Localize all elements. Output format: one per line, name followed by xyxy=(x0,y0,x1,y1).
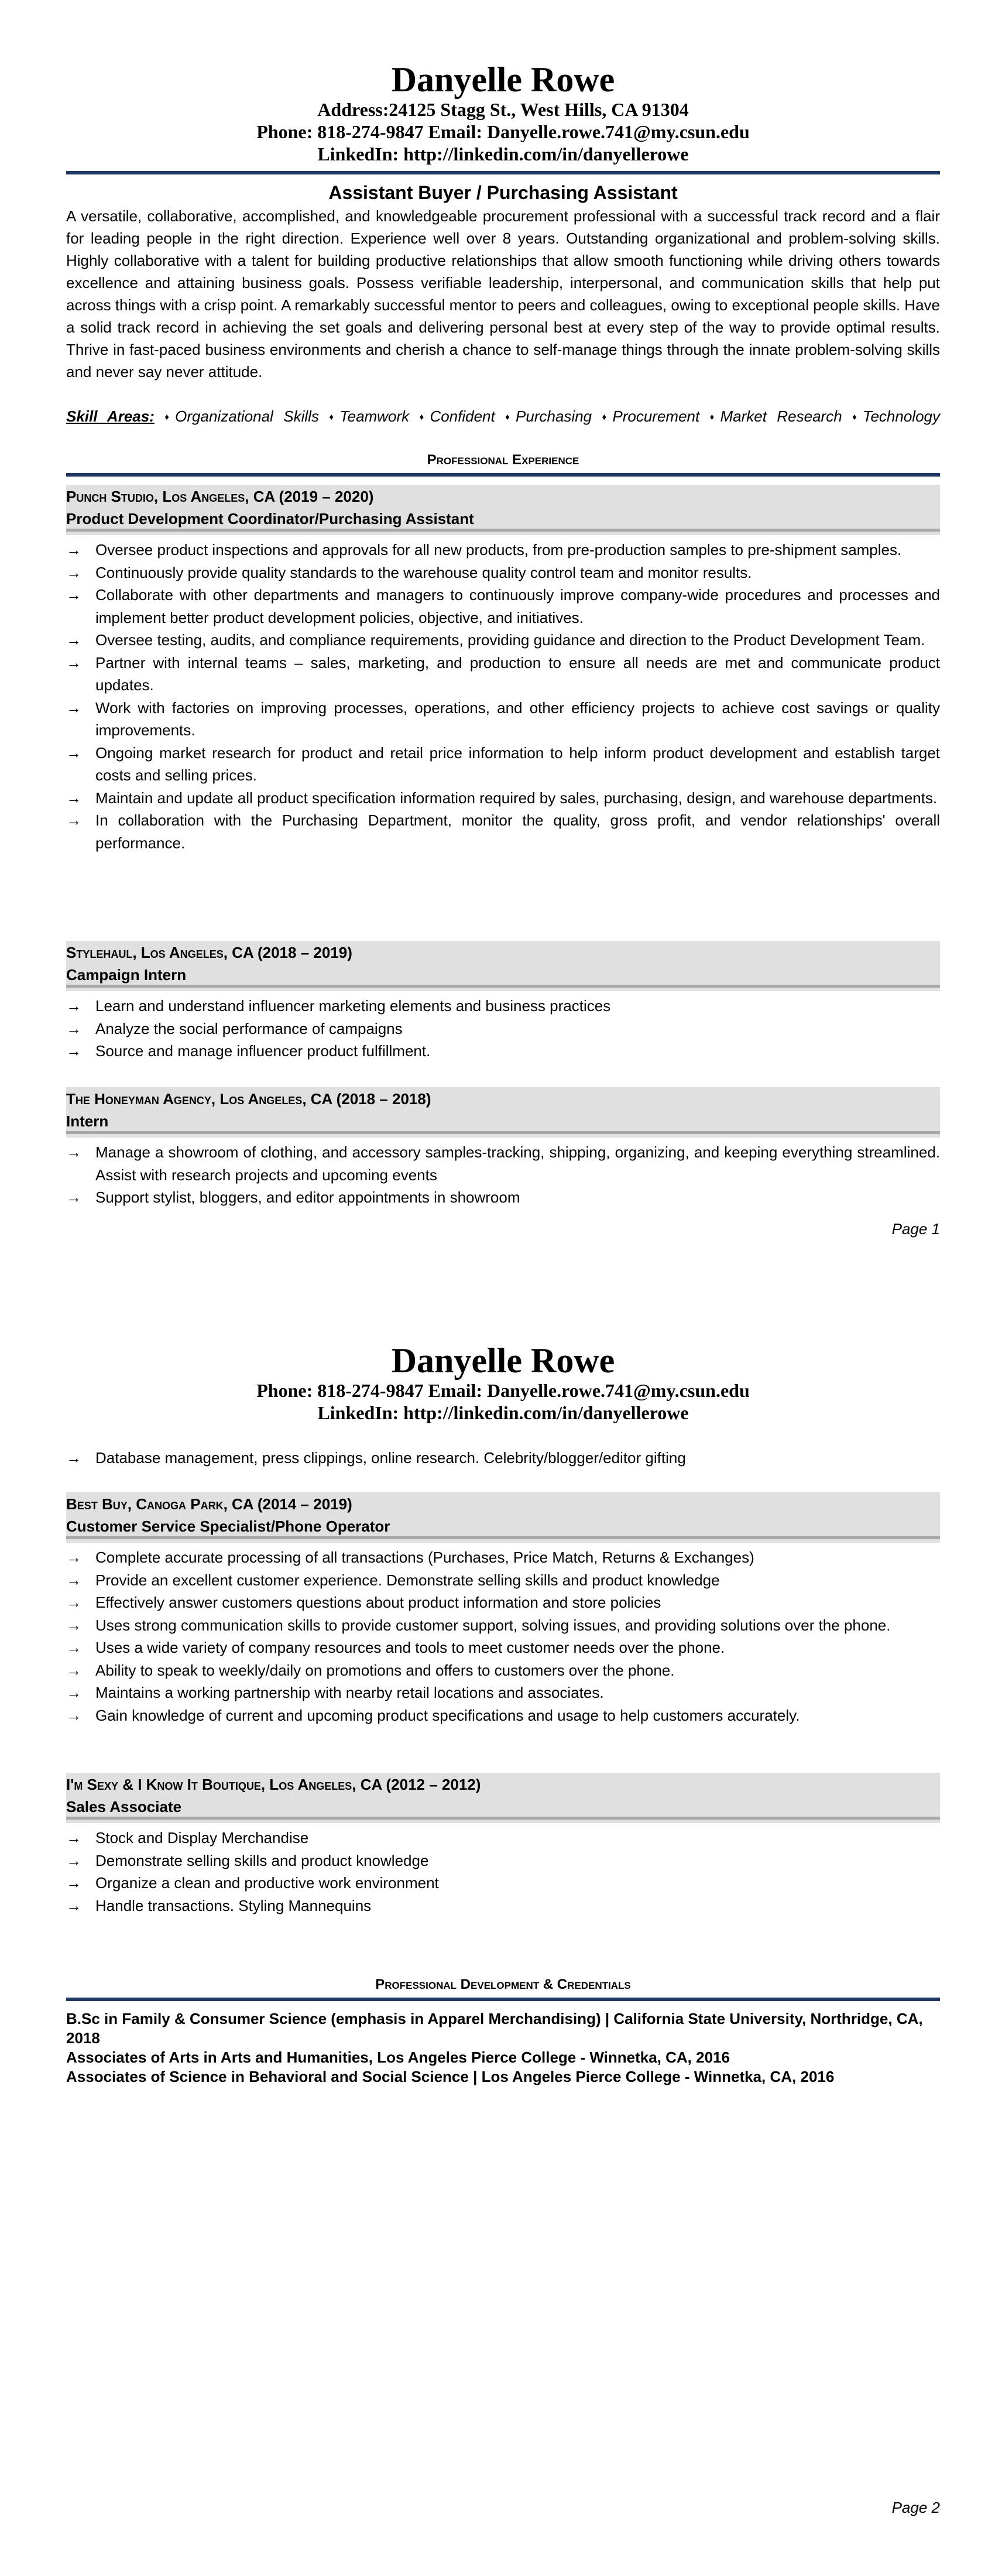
job-header xyxy=(66,1492,940,1543)
bullet-item: → Gain knowledge of current and upcoming product specifications and usage to help customers accurately. xyxy=(66,1704,940,1727)
bullet-item: → Oversee testing, audits, and compliance requirements, providing guidance and direction to the Product Development Team. xyxy=(66,629,940,652)
bullet-item: → Maintain and update all product specification information required by sales, purchasing, design, and warehouse departments. xyxy=(66,787,940,810)
skill-item: ♦Teamwork xyxy=(329,407,410,425)
linkedin: LinkedIn: http://linkedin.com/in/danyellerowe xyxy=(317,1402,689,1423)
diamond-icon: ♦ xyxy=(329,412,340,422)
right-arrow-icon: → xyxy=(66,997,81,1015)
bullet-item: → Work with factories on improving processes, operations, and other efficiency projects to achieve cost savings or quality improvements. xyxy=(66,697,940,742)
diamond-icon: ♦ xyxy=(602,412,613,422)
job-header-rule xyxy=(66,529,940,532)
diamond-icon: ♦ xyxy=(164,412,176,422)
right-arrow-icon: → xyxy=(66,1706,81,1724)
page-number: Page 1 xyxy=(891,1220,940,1238)
skill-areas xyxy=(66,405,940,429)
skill-item: ♦Market Research xyxy=(709,407,842,425)
job-1 xyxy=(66,941,940,1063)
header-divider xyxy=(66,171,940,174)
bullet-item: → Support stylist, bloggers, and editor appointments in showroom xyxy=(66,1186,940,1209)
right-arrow-icon: → xyxy=(66,1143,81,1161)
job-header xyxy=(66,1087,940,1138)
credentials-list xyxy=(66,2009,940,2087)
bullet-item: → Partner with internal teams – sales, marketing, and production to ensure all needs are met and communicate product updates. xyxy=(66,652,940,697)
job-company: Punch Studio, Los Angeles, CA (2019 – 2020) xyxy=(66,488,374,505)
right-arrow-icon: → xyxy=(66,811,81,829)
bullet-item: → Effectively answer customers questions about product information and store policies xyxy=(66,1591,940,1614)
job-header xyxy=(66,941,940,991)
right-arrow-icon: → xyxy=(66,563,81,581)
job-4 xyxy=(66,1773,940,1917)
skill-item: ♦Purchasing xyxy=(505,407,592,425)
right-arrow-icon: → xyxy=(66,1042,81,1060)
experience-heading: Professional Experience xyxy=(427,452,579,468)
bullet-item: → Learn and understand influencer marketing elements and business practices xyxy=(66,995,940,1018)
job-header-rule xyxy=(66,1131,940,1134)
bullet-item: → Organize a clean and productive work environment xyxy=(66,1872,940,1895)
job-company: I'm Sexy & I Know It Boutique, Los Angeles, CA (2012 – 2012) xyxy=(66,1776,481,1793)
bullet-item: → Analyze the social performance of campaigns xyxy=(66,1018,940,1040)
candidate-name: Danyelle Rowe xyxy=(391,1341,615,1380)
skill-areas-label: Skill Areas: xyxy=(66,407,155,425)
right-arrow-icon: → xyxy=(66,1616,81,1634)
experience-divider xyxy=(66,473,940,477)
bullet-item: → Complete accurate processing of all transactions (Purchases, Price Match, Returns & Exchanges) xyxy=(66,1546,940,1569)
address: Address:24125 Stagg St., West Hills, CA 91304 xyxy=(317,99,689,120)
bullet-item: → Ongoing market research for product and retail price information to help inform product development and establish target costs and selling prices. xyxy=(66,742,940,787)
skill-item: ♦Technology xyxy=(852,407,940,425)
bullet-item: → Collaborate with other departments and managers to continuously improve company-wide procedures and processes and implement better product development policies, objective, and initiatives. xyxy=(66,584,940,629)
phone-email: Phone: 818-274-9847 Email: Danyelle.rowe.741@my.csun.edu xyxy=(256,1380,750,1401)
phone-email: Phone: 818-274-9847 Email: Danyelle.rowe.741@my.csun.edu xyxy=(256,121,750,142)
right-arrow-icon: → xyxy=(66,1661,81,1679)
resume-header xyxy=(66,61,940,165)
diamond-icon: ♦ xyxy=(852,412,863,422)
bullet-item: → Source and manage influencer product fulfillment. xyxy=(66,1040,940,1063)
job-3 xyxy=(66,1492,940,1727)
bullet-item: → Handle transactions. Styling Mannequins xyxy=(66,1895,940,1917)
right-arrow-icon: → xyxy=(66,586,81,604)
job-2 xyxy=(66,1087,940,1209)
job-header-rule xyxy=(66,985,940,988)
bullet-item: → Uses strong communication skills to provide customer support, solving issues, and providing solutions over the phone. xyxy=(66,1614,940,1637)
right-arrow-icon: → xyxy=(66,1851,81,1869)
diamond-icon: ♦ xyxy=(505,412,516,422)
job-company: Best Buy, Canoga Park, CA (2014 – 2019) xyxy=(66,1495,352,1513)
job-bullets xyxy=(66,995,940,1063)
bullet-item: → Demonstrate selling skills and product knowledge xyxy=(66,1849,940,1872)
bullet-item: → Manage a showroom of clothing, and accessory samples-tracking, shipping, organizing, and keeping everything streamlined. Assist with research projects and upcoming events xyxy=(66,1141,940,1186)
right-arrow-icon: → xyxy=(66,1829,81,1847)
credential: B.Sc in Family & Consumer Science (emphasis in Apparel Merchandising) | California State University, Northridge, CA, 2018 xyxy=(66,2010,923,2047)
job-title: Customer Service Specialist/Phone Operator xyxy=(66,1517,390,1535)
job-bullets xyxy=(66,1546,940,1727)
right-arrow-icon: → xyxy=(66,789,81,807)
bullet-item: → Provide an excellent customer experience. Demonstrate selling skills and product knowledge xyxy=(66,1569,940,1592)
job-company: The Honeyman Agency, Los Angeles, CA (2018 – 2018) xyxy=(66,1090,431,1108)
right-arrow-icon: → xyxy=(66,1684,81,1701)
job-bullets xyxy=(66,1827,940,1917)
bullet-item: → Maintains a working partnership with nearby retail locations and associates. xyxy=(66,1681,940,1704)
candidate-name: Danyelle Rowe xyxy=(391,60,615,99)
right-arrow-icon: → xyxy=(66,541,81,559)
bullet-item: → Uses a wide variety of company resources and tools to meet customer needs over the phone. xyxy=(66,1636,940,1659)
job-bullets xyxy=(66,1141,940,1209)
job-header xyxy=(66,1773,940,1823)
job-title: Campaign Intern xyxy=(66,966,187,984)
right-arrow-icon: → xyxy=(66,1594,81,1611)
credential: Associates of Arts in Arts and Humanities, Los Angeles Pierce College - Winnetka, CA, 2016 xyxy=(66,2049,730,2066)
job-company: Stylehaul, Los Angeles, CA (2018 – 2019) xyxy=(66,944,352,961)
diamond-icon: ♦ xyxy=(709,412,720,422)
skill-item: ♦Procurement xyxy=(602,407,700,425)
credential: Associates of Science in Behavioral and Social Science | Los Angeles Pierce College - Winnetka, CA, 2016 xyxy=(66,2068,835,2085)
page-number: Page 2 xyxy=(891,2499,940,2516)
bullet-item: → Oversee product inspections and approvals for all new products, from pre-production samples to pre-shipment samples. xyxy=(66,539,940,561)
diamond-icon: ♦ xyxy=(419,412,430,422)
job-title: Product Development Coordinator/Purchasing Assistant xyxy=(66,510,474,527)
right-arrow-icon: → xyxy=(66,1188,81,1206)
bullet-item: → In collaboration with the Purchasing Department, monitor the quality, gross profit, and vendor relationships' overall performance. xyxy=(66,809,940,854)
job-header-rule xyxy=(66,1536,940,1539)
right-arrow-icon: → xyxy=(66,1571,81,1589)
right-arrow-icon: → xyxy=(66,744,81,762)
right-arrow-icon: → xyxy=(66,1549,81,1566)
headline: Assistant Buyer / Purchasing Assistant xyxy=(328,182,678,203)
bullet-item: → Continuously provide quality standards to the warehouse quality control team and monitor results. xyxy=(66,561,940,584)
job-title: Sales Associate xyxy=(66,1798,182,1815)
job-header xyxy=(66,485,940,535)
bullet-item: → Ability to speak to weekly/daily on promotions and offers to customers over the phone. xyxy=(66,1659,940,1682)
right-arrow-icon: → xyxy=(66,653,81,672)
right-arrow-icon: → xyxy=(66,1896,81,1914)
right-arrow-icon: → xyxy=(66,631,81,649)
resume-header-page2 xyxy=(66,1342,940,1424)
job-title: Intern xyxy=(66,1112,109,1130)
skill-item: ♦Organizational Skills xyxy=(164,407,319,425)
bullet-item: → Database management, press clippings, online research. Celebrity/blogger/editor gifting xyxy=(66,1447,940,1469)
carryover-bullets xyxy=(66,1447,940,1469)
right-arrow-icon: → xyxy=(66,698,81,717)
linkedin: LinkedIn: http://linkedin.com/in/danyellerowe xyxy=(317,143,689,165)
bullet-item: → Stock and Display Merchandise xyxy=(66,1827,940,1849)
job-0 xyxy=(66,485,940,854)
credentials-divider xyxy=(66,1998,940,2001)
credentials-heading: Professional Development & Credentials xyxy=(375,1976,631,1992)
summary: A versatile, collaborative, accomplished, and knowledgeable procurement professional with a successful track record and a flair for leading people in the right direction. Experience well over 8 years. Outstanding organizational and problem-solving skills. Highly collaborative with a talent for building productive relationships that allow smooth functioning while driving others towards excellence and attaining business goals. Possess verifiable leadership, interpersonal, and communication skills that help put across things with a crisp point. A remarkably successful mentor to peers and colleagues, owing to exceptional people skills. Have a solid track record in achieving the set goals and delivering personal best at every step of the way to provide optimal results. Thrive in fast-paced business environments and cherish a chance to self-manage things through the innate problem-solving skills and never say never attitude. xyxy=(66,207,940,381)
right-arrow-icon: → xyxy=(66,1874,81,1892)
right-arrow-icon: → xyxy=(66,1449,81,1467)
skill-item: ♦Confident xyxy=(419,407,495,425)
right-arrow-icon: → xyxy=(66,1019,81,1037)
right-arrow-icon: → xyxy=(66,1639,81,1656)
job-header-rule xyxy=(66,1817,940,1820)
job-bullets xyxy=(66,539,940,854)
